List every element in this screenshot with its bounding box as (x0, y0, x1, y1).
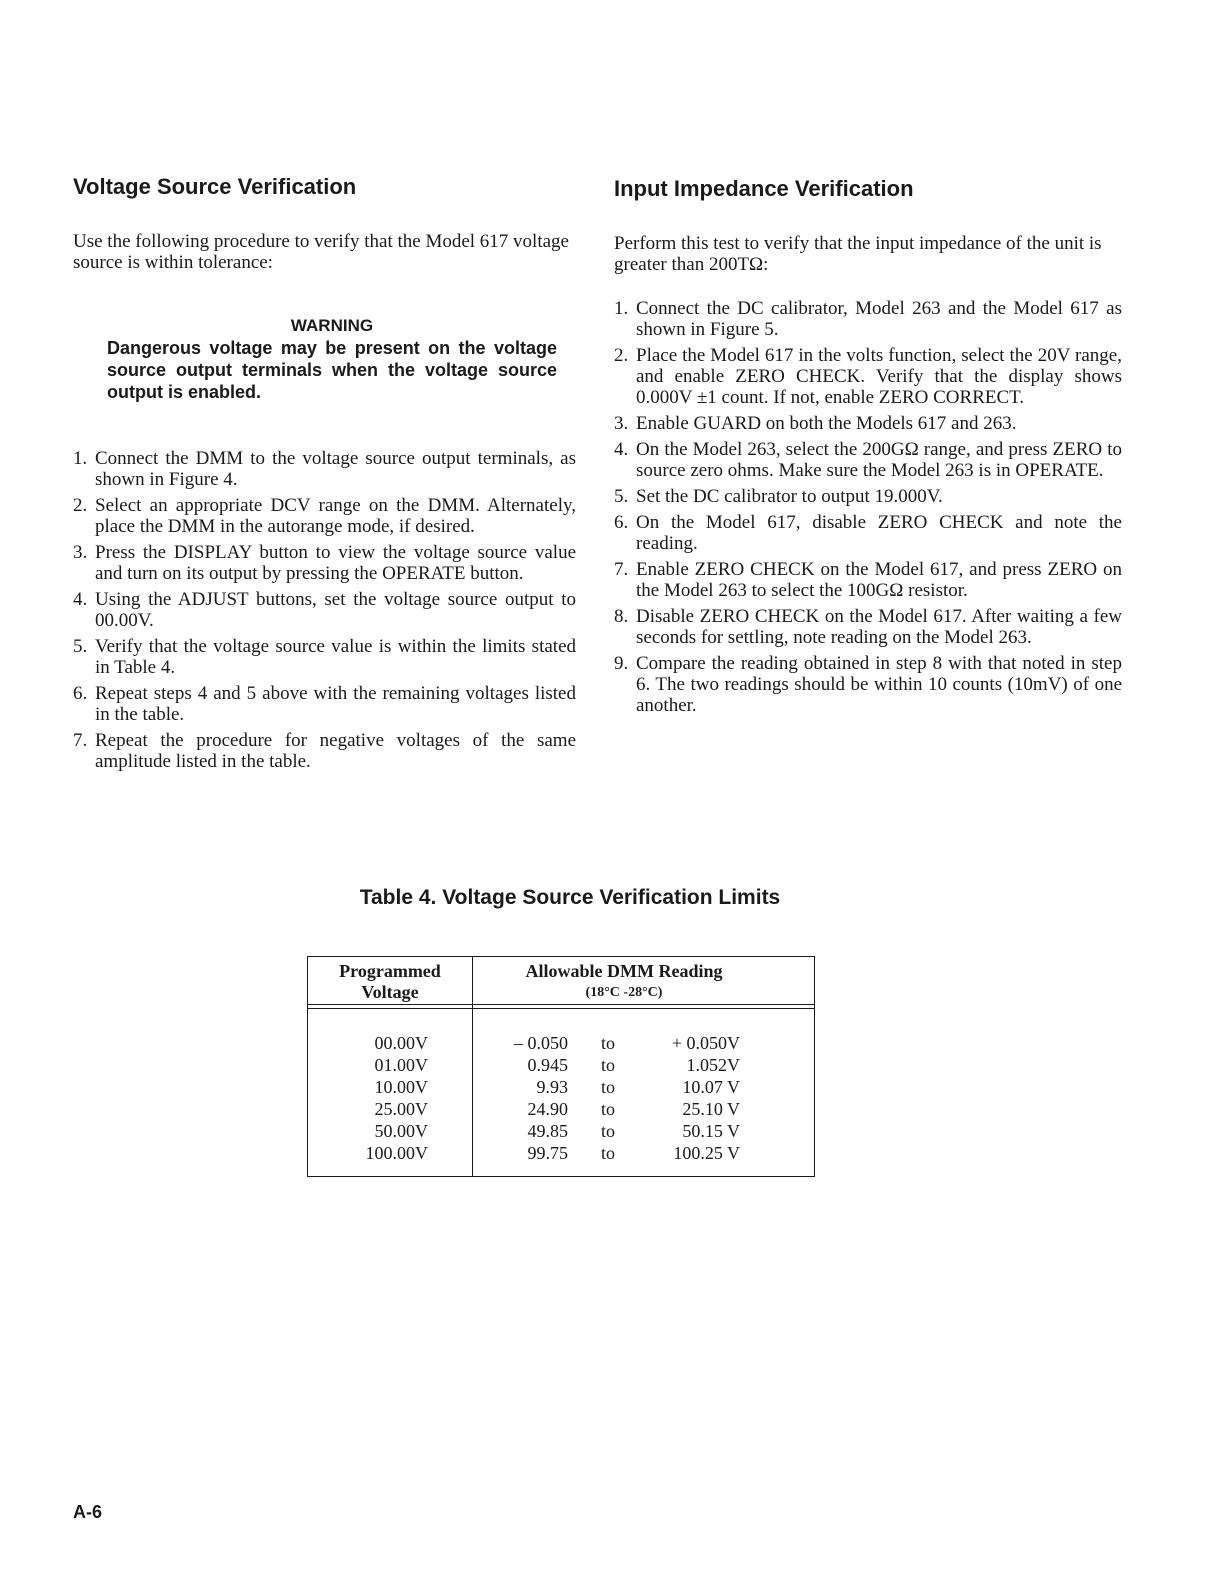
programmed-voltage-cell: 00.00V (374, 1033, 428, 1053)
step-number: 9. (614, 653, 629, 674)
low-limit-cell: 49.85 (527, 1121, 568, 1141)
programmed-voltage-cell: 01.00V (374, 1055, 428, 1075)
list-item (614, 439, 1122, 481)
high-limit-cell: 10.07 V (682, 1077, 740, 1097)
step-number: 6. (614, 512, 629, 533)
table-divider-vertical (472, 957, 473, 1176)
step-number: 4. (614, 439, 629, 460)
high-limit-cell: 100.25 V (673, 1143, 740, 1163)
list-item (73, 683, 576, 725)
list-item (614, 512, 1122, 554)
high-limit-cell: 1.052V (686, 1055, 740, 1075)
step-text: On the Model 263, select the 200GΩ range, and press ZERO to source zero ohms. Make sure the Model 263 is in OPERATE. (636, 439, 1122, 481)
step-text: Using the ADJUST buttons, set the voltage source output to 00.00V. (95, 589, 576, 631)
to-cell: to (600, 1077, 615, 1097)
step-number: 1. (614, 298, 629, 319)
input-impedance-steps (614, 298, 1122, 716)
step-text: Select an appropriate DCV range on the DMM. Alternately, place the DMM in the autorange mode, if desired. (95, 495, 576, 537)
step-text: Disable ZERO CHECK on the Model 617. After waiting a few seconds for settling, note reading on the Model 263. (636, 606, 1122, 648)
header-programmed-line1: Programmed (339, 961, 441, 981)
low-limit-cell: 99.75 (527, 1143, 568, 1163)
programmed-voltage-cell: 10.00V (374, 1077, 428, 1097)
table-divider-horizontal (308, 1004, 814, 1005)
voltage-limits-table (307, 956, 815, 1177)
step-text: Connect the DC calibrator, Model 263 and the Model 617 as shown in Figure 5. (636, 298, 1122, 340)
header-allowable-title: Allowable DMM Reading (525, 961, 723, 981)
voltage-source-steps (73, 448, 576, 772)
table-title: Table 4. Voltage Source Verification Limits (359, 886, 781, 909)
input-impedance-heading: Input Impedance Verification (614, 176, 914, 201)
step-text: Compare the reading obtained in step 8 with that noted in step 6. The two readings should be within 10 counts (10mV) of one another. (636, 653, 1122, 716)
step-number: 2. (614, 345, 629, 366)
list-item (614, 606, 1122, 648)
header-programmed-line2: Voltage (361, 982, 419, 1002)
list-item (73, 730, 576, 772)
step-text: Set the DC calibrator to output 19.000V. (636, 486, 943, 507)
programmed-voltage-cell: 50.00V (374, 1121, 428, 1141)
step-number: 7. (614, 559, 629, 580)
step-text: Verify that the voltage source value is within the limits stated in Table 4. (95, 636, 576, 678)
to-cell: to (600, 1033, 615, 1053)
low-limit-cell: 24.90 (527, 1099, 568, 1119)
step-text: Enable ZERO CHECK on the Model 617, and press ZERO on the Model 263 to select the 100GΩ resistor. (636, 559, 1122, 601)
low-limit-cell: 0.945 (527, 1055, 568, 1075)
to-cell: to (600, 1121, 615, 1141)
step-number: 3. (614, 413, 629, 434)
high-limit-cell: 50.15 V (682, 1121, 740, 1141)
warning-title: WARNING (290, 316, 374, 335)
step-text: Enable GUARD on both the Models 617 and 263. (636, 413, 1017, 434)
step-number: 4. (73, 589, 88, 610)
step-number: 5. (614, 486, 629, 507)
voltage-source-intro: Use the following procedure to verify that the Model 617 voltage source is within tolerance: (73, 231, 569, 273)
step-number: 3. (73, 542, 88, 563)
list-item (73, 448, 576, 490)
step-number: 5. (73, 636, 88, 657)
input-impedance-intro: Perform this test to verify that the input impedance of the unit is greater than 200TΩ: (614, 233, 1102, 275)
low-limit-cell: – 0.050 (514, 1033, 568, 1053)
high-limit-cell: 25.10 V (682, 1099, 740, 1119)
list-item (614, 298, 1122, 340)
step-text: Connect the DMM to the voltage source output terminals, as shown in Figure 4. (95, 448, 576, 490)
warning-box (107, 315, 557, 403)
programmed-voltage-cell: 100.00V (365, 1143, 428, 1163)
voltage-source-heading: Voltage Source Verification (73, 174, 357, 199)
step-text: Place the Model 617 in the volts function, select the 20V range, and enable ZERO CHECK. Verify that the display shows 0.000V ±1 count. If not, enable ZERO CORRECT. (636, 345, 1122, 408)
step-number: 7. (73, 730, 88, 751)
header-allowable-temperature: (18°C -28°C) (585, 985, 663, 1000)
to-cell: to (600, 1099, 615, 1119)
step-text: Repeat steps 4 and 5 above with the remaining voltages listed in the table. (95, 683, 576, 725)
warning-text: Dangerous voltage may be present on the voltage source output terminals when the voltage source output is enabled. (107, 338, 557, 402)
list-item (614, 653, 1122, 716)
header-allowable-reading (474, 961, 774, 1003)
high-limit-cell: + 0.050V (671, 1033, 740, 1053)
step-text: Repeat the procedure for negative voltages of the same amplitude listed in the table. (95, 730, 576, 772)
low-limit-cell: 9.93 (536, 1077, 568, 1097)
list-item (73, 589, 576, 631)
to-cell: to (600, 1055, 615, 1075)
page-number: A-6 (73, 1502, 103, 1522)
step-number: 6. (73, 683, 88, 704)
step-number: 8. (614, 606, 629, 627)
step-number: 1. (73, 448, 88, 469)
programmed-voltage-cell: 25.00V (374, 1099, 428, 1119)
step-text: Press the DISPLAY button to view the voltage source value and turn on its output by pressing the OPERATE button. (95, 542, 576, 584)
header-programmed-voltage (308, 961, 472, 1003)
list-item (73, 495, 576, 537)
list-item (73, 636, 576, 678)
list-item (614, 345, 1122, 408)
list-item (614, 486, 1122, 507)
table-divider-horizontal-double (308, 1008, 814, 1009)
to-cell: to (600, 1143, 615, 1163)
list-item (614, 413, 1122, 434)
step-number: 2. (73, 495, 88, 516)
list-item (73, 542, 576, 584)
list-item (614, 559, 1122, 601)
step-text: On the Model 617, disable ZERO CHECK and note the reading. (636, 512, 1122, 554)
